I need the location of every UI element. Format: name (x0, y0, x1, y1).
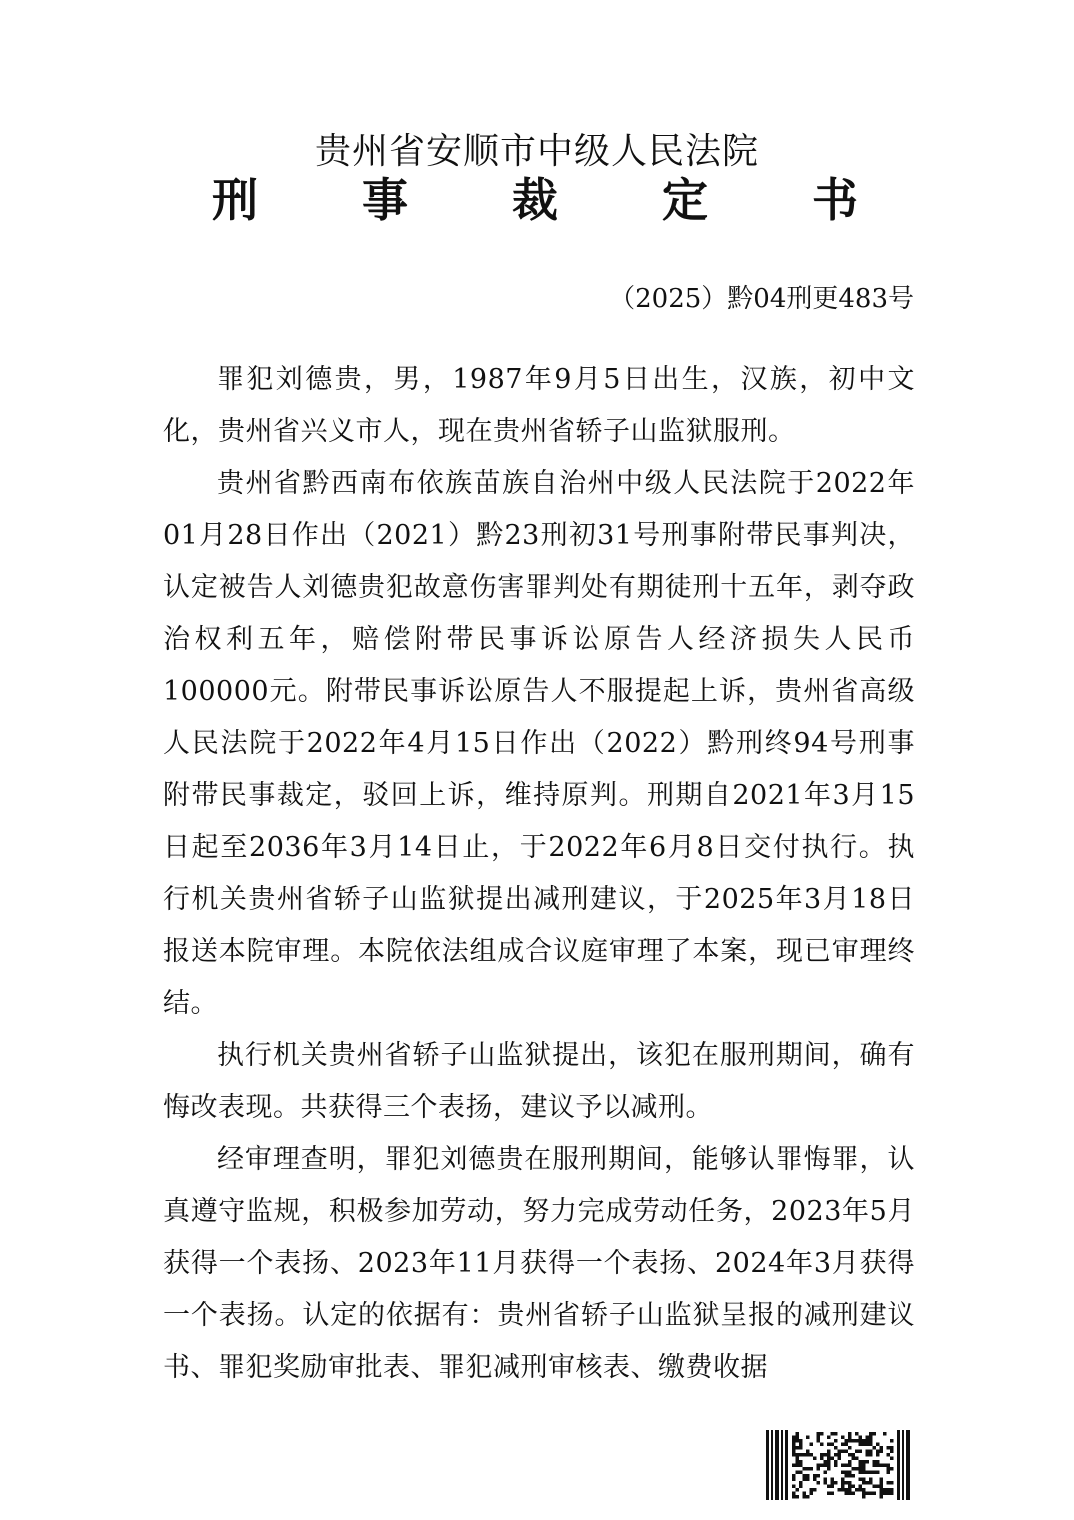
barcode-icon (766, 1430, 912, 1500)
doc-type-char: 刑 (212, 173, 258, 227)
paragraph-prison-proposal: 执行机关贵州省轿子山监狱提出，该犯在服刑期间，确有悔改表现。共获得三个表扬，建议予以减刑。 (163, 1040, 915, 1123)
document-type-title (205, 172, 865, 228)
doc-type-char: 事 (362, 173, 408, 227)
paragraph-case-history: 贵州省黔西南布依族苗族自治州中级人民法院于2022年01月28日作出（2021）黔23刑初31号刑事附带民事判决，认定被告人刘德贵犯故意伤害罪判处有期徒刑十五年，剥夺政治权利五年，赔偿附带民事诉讼原告人经济损失人民币100000元。附带民事诉讼原告人不服提起上诉，贵州省高级人民法院于2022年4月15日作出（2022）黔刑终94号刑事附带民事裁定，驳回上诉，维持原判。刑期自2021年3月15日起至2036年3月14日止，于2022年6月8日交付执行。执行机关贵州省轿子山监狱提出减刑建议，于2025年3月18日报送本院审理。本院依法组成合议庭审理了本案，现已审理终结。 (163, 468, 915, 1019)
doc-type-char: 裁 (512, 173, 558, 227)
document-body (163, 354, 915, 1394)
paragraph-defendant-info: 罪犯刘德贵，男，1987年9月5日出生，汉族，初中文化，贵州省兴义市人，现在贵州省轿子山监狱服刑。 (163, 364, 915, 447)
doc-type-char: 定 (662, 173, 708, 227)
court-name: 贵州省安顺市中级人民法院 (314, 131, 759, 172)
paragraph-findings: 经审理查明，罪犯刘德贵在服刑期间，能够认罪悔罪，认真遵守监规，积极参加劳动，努力完成劳动任务，2023年5月获得一个表扬、2023年11月获得一个表扬、2024年3月获得一个表扬。认定的依据有：贵州省轿子山监狱呈报的减刑建议书、罪犯奖励审批表、罪犯减刑审核表、缴费收据 (163, 1144, 915, 1383)
case-number: （2025）黔04刑更483号 (609, 284, 914, 314)
doc-type-char: 书 (812, 173, 858, 227)
